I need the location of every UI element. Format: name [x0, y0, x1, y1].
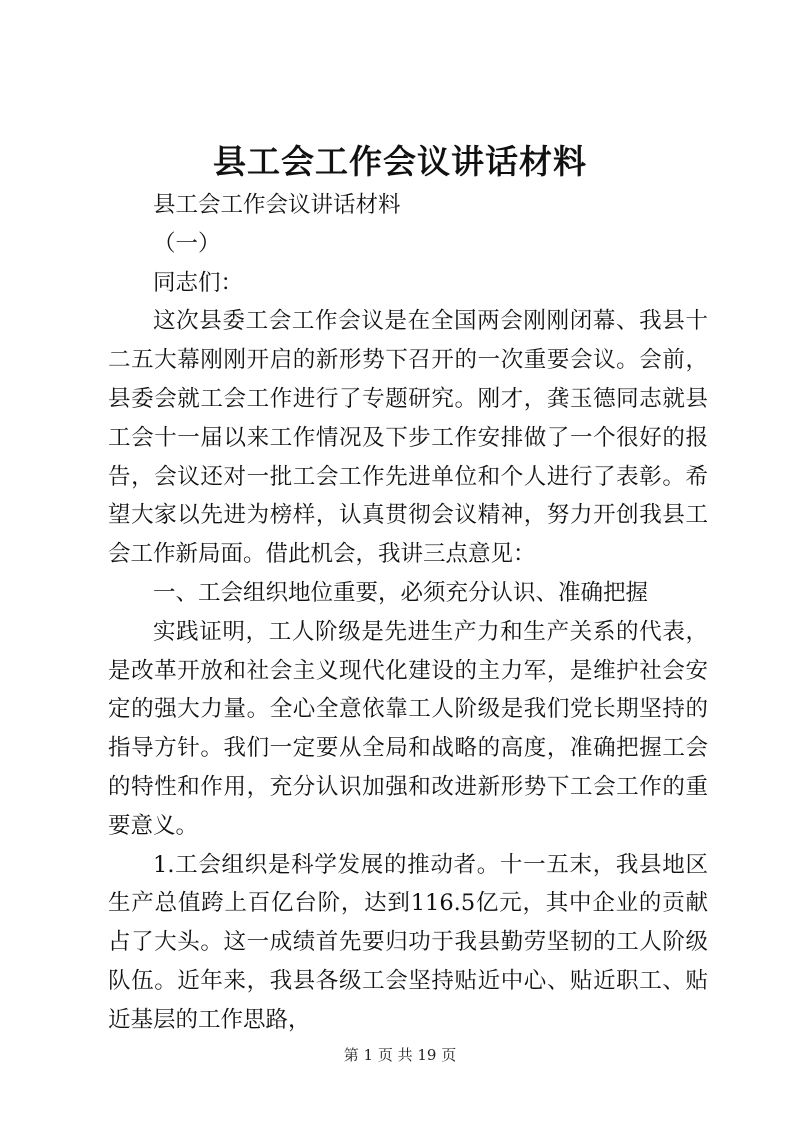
intro-paragraph: 这次县委工会工作会议是在全国两会刚刚闭幕、我县十二五大幕刚刚开启的新形势下召开的一次重要会议。会前，县委会就工会工作进行了专题研究。刚才，龚玉德同志就县工会十一届以来工作情况及下步工作安排做了一个很好的报告，会议还对一批工会工作先进单位和个人进行了表彰。希望大家以先进为榜样，认真贯彻会议精神，努力开创我县工会工作新局面。借此机会，我讲三点意见：	[108, 308, 708, 568]
salutation-paragraph: 同志们：	[153, 269, 244, 296]
point-one-paragraph: 1.工会组织是科学发展的推动者。十一五末，我县地区生产总值跨上百亿台阶，达到116.5亿元，其中企业的贡献占了大头。这一成绩首先要归功于我县勤劳坚韧的工人阶级队伍。近年来，我县各级工会坚持贴近中心、贴近职工、贴近基层的工作思路，	[108, 851, 708, 1033]
body-paragraph: 实践证明，工人阶级是先进生产力和生产关系的代表，是改革开放和社会主义现代化建设的主力军，是维护社会安定的强大力量。全心全意依靠工人阶级是我们党长期坚持的指导方针。我们一定要从全局和战略的高度，准确把握工会的特性和作用，充分认识加强和改进新形势下工会工作的重要意义。	[108, 618, 708, 839]
subtitle-paragraph: 县工会工作会议讲话材料	[153, 192, 401, 218]
document-body	[108, 186, 708, 1040]
section-heading-paragraph: 一、工会组织地位重要，必须充分认识、准确把握	[153, 579, 649, 606]
section-number-paragraph: （一）	[153, 230, 221, 257]
page-footer: 第 1 页 共 19 页	[343, 1046, 457, 1064]
document-title: 县工会工作会议讲话材料	[213, 142, 587, 181]
